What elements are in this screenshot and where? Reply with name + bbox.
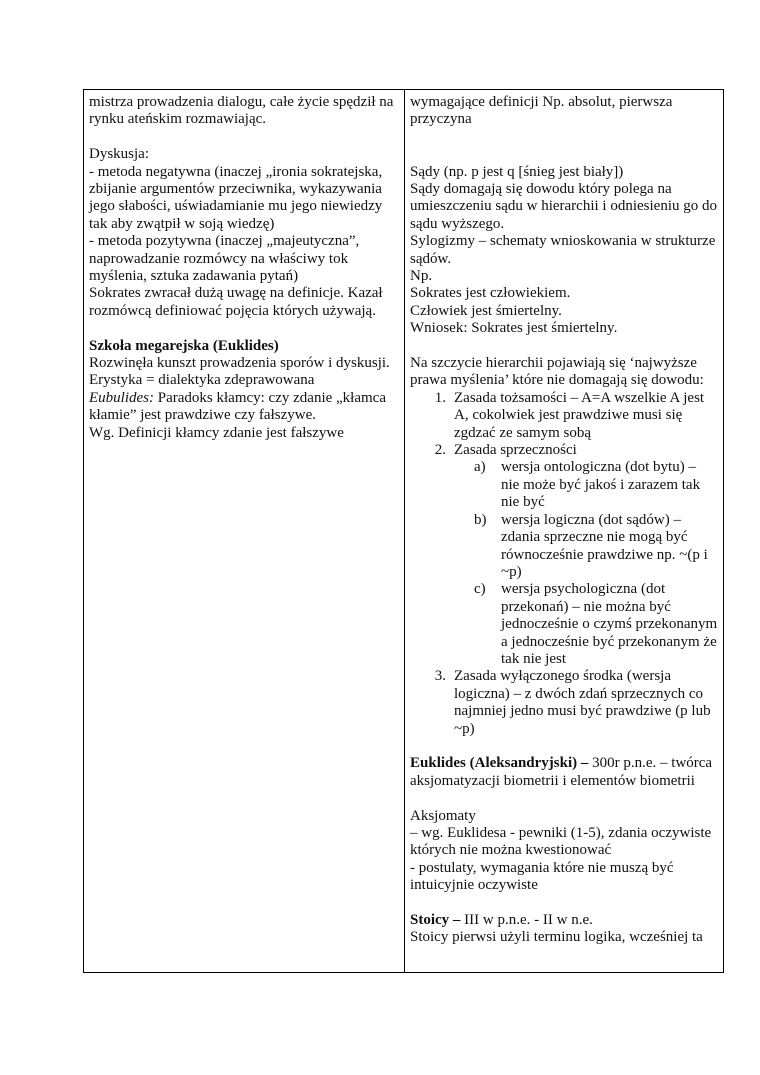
sady-line: Sądy (np. p jest q [śnieg jest biały]) <box>410 163 624 180</box>
example-label: Np. <box>410 268 433 285</box>
right-column <box>405 90 723 972</box>
aksjomaty-heading: Aksjomaty <box>410 807 476 824</box>
sylogizmy-line: Sylogizmy – schematy wnioskowania w strukturze sądów. <box>410 233 716 267</box>
spacer <box>410 129 718 146</box>
liar-definition: Wg. Definicji kłamcy zdanie jest fałszywe <box>89 424 344 441</box>
list-item: 3. Zasada wyłączonego środka (wersja logiczna) – z dwóch zdań sprzecznych co najmniej jedno musi być prawdziwe (p lub ~p) <box>434 668 711 737</box>
euklides-line: Euklides (Aleksandryjski) – 300r p.n.e. – twórca aksjomatyzacji biometrii i elementów biometrii <box>410 755 713 789</box>
notes-table <box>83 89 724 973</box>
right-intro: wymagające definicji Np. absolut, pierwsza przyczyna <box>410 94 673 128</box>
megarejska-description: Rozwinęła kunszt prowadzenia sporów i dyskusji. <box>89 355 390 372</box>
sokrates-definitions: Sokrates zwracał dużą uwagę na definicje. Kazał rozmówcą definiować pojęcia których używają. <box>89 285 383 319</box>
aksjomaty-postulaty: - postulaty, wymagania które nie muszą być intuicyjnie oczywiste <box>410 859 674 894</box>
spacer <box>410 146 718 163</box>
aksjomaty-pewniki: – wg. Euklidesa - pewniki (1-5), zdania oczywiste których nie można kwestionować <box>410 824 712 859</box>
list-item: c) wersja psychologiczna (dot przekonań) – nie można być jednocześnie o czymś przekonanym a jednocześnie być przekonanym że tak nie jest <box>474 581 718 667</box>
sub-list <box>410 459 718 668</box>
laws-list <box>410 390 718 738</box>
dyskusja-positive-method: - metoda pozytywna (inaczej „majeutyczna”, naprowadzanie rozmówcy na właściwy tok myślenia, sztuka zadawania pytań) <box>89 233 360 285</box>
spacer <box>89 320 399 337</box>
example-premise-2: Człowiek jest śmiertelny. <box>410 302 562 319</box>
dyskusja-heading: Dyskusja: <box>89 146 149 163</box>
dyskusja-negative-method: - metoda negatywna (inaczej „ironia sokratejska, zbijanie argumentów przeciwnika, wykazywania jego słabości, uświadamianie mu jego niewiedzy tak aby zwątpił w soją wiedzę) <box>89 163 383 232</box>
list-item: 2. Zasada sprzeczności <box>434 442 577 459</box>
example-premise-1: Sokrates jest człowiekiem. <box>410 285 571 302</box>
spacer <box>89 129 399 146</box>
spacer <box>410 895 718 912</box>
list-item: 1. Zasada tożsamości – A=A wszelkie A jest A, cokolwiek jest prawdziwe musi się zgdzać ze samym sobą <box>434 389 705 441</box>
example-conclusion: Wniosek: Sokrates jest śmiertelny. <box>410 320 618 337</box>
list-item: a) wersja ontologiczna (dot bytu) – nie może być jakoś i zarazem tak nie być <box>474 459 701 511</box>
eubulides-name: Eubulides: <box>89 389 154 406</box>
megarejska-heading: Szkoła megarejska (Euklides) <box>89 337 279 354</box>
list-item: b) wersja logiczna (dot sądów) – zdania sprzeczne nie mogą być równocześnie prawdziwe np. ~(p i ~p) <box>474 511 708 580</box>
spacer <box>410 790 718 807</box>
stoicy-line: Stoicy – III w p.n.e. - II w n.e. <box>410 912 593 928</box>
left-intro: mistrza prowadzenia dialogu, całe życie spędził na rynku ateńskim rozmawiając. <box>89 94 394 128</box>
left-column <box>84 90 405 972</box>
stoicy-logic: Stoicy pierwsi użyli terminu logika, wcześniej ta <box>410 929 703 946</box>
spacer <box>410 338 718 355</box>
spacer <box>410 738 718 755</box>
erystyka-line: Erystyka = dialektyka zdeprawowana <box>89 372 315 389</box>
sady-proof: Sądy domagają się dowodu który polega na umieszczeniu sądu w hierarchii i odniesieniu go do sądu wyższego. <box>410 181 717 232</box>
hierarchy-intro: Na szczycie hierarchii pojawiają się ‘najwyższe prawa myślenia’ które nie domagają się dowodu: <box>410 355 704 389</box>
eubulides-line <box>89 390 399 425</box>
eubulides-text: Paradoks kłamcy: czy zdanie „kłamca kłamie” jest prawdziwe czy fałszywe. <box>89 389 386 424</box>
